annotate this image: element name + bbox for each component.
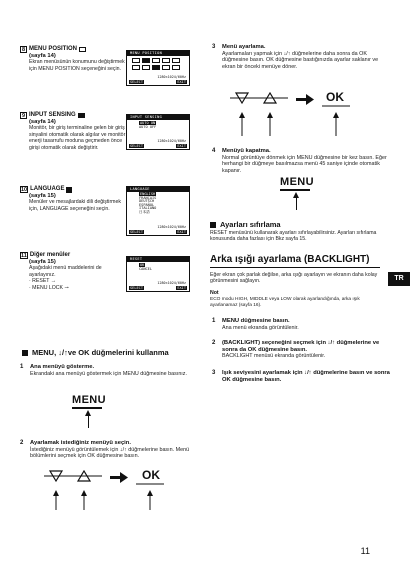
osd-exit: EXIT xyxy=(177,80,186,84)
backlight-step-3: 3 Işık seviyesini ayarlamak için ↓/↑ düğmelerine basın ve sonra OK düğmesine basın. xyxy=(212,370,390,383)
osd-option: CANCEL xyxy=(139,267,152,271)
entry-page-ref: (sayfa 15) xyxy=(29,259,56,265)
entry-number: 9 xyxy=(21,113,26,119)
osd-language xyxy=(126,186,190,236)
ok-button-label: OK xyxy=(326,90,344,104)
left-step-2: 2 Ayarlamak istediğiniz menüyü seçin. İstediğiniz menüyü görüntülemek için ↓/↑ düğmelerine basın. Menü bölümlerini seçmek için OK düğmesine basın. xyxy=(20,440,190,460)
input-icon xyxy=(78,113,85,118)
note-label: Not xyxy=(210,290,219,296)
osd-option: DEUTSCH xyxy=(139,199,155,204)
osd-title: INPUT SENSING xyxy=(127,115,189,120)
entry-other-menus xyxy=(20,252,128,291)
osd-resolution: 1280×1024/60Hz xyxy=(157,75,186,79)
position-grid xyxy=(132,58,180,70)
reset-text: RESET menüsünü kullanarak ayarları sıfırlayabilirsiniz. Ayarları sıfırlama konusunda daha fazlası için Bkz sayfa 15. xyxy=(210,230,377,243)
section-heading: MENU, ↓/↑ve OK düğmelerini kullanma xyxy=(22,348,169,357)
note-text: ECO modu HIGH, MIDDLE veya LOW olarak ayarlandığında, arka ışık ayarlanamaz (sayfa 16). xyxy=(210,297,360,308)
entry-title: LANGUAGE xyxy=(30,186,65,192)
osd-resolution: 1280×1024/60Hz xyxy=(157,281,186,285)
entry-language xyxy=(20,186,128,212)
osd-menu-position xyxy=(126,50,190,86)
menu-button-figure: MENU xyxy=(72,394,106,409)
osd-reset xyxy=(126,256,190,292)
adjust-sequence-figure xyxy=(226,92,376,140)
osd-title: MENU POSITION xyxy=(127,51,189,56)
osd-select: SELECT xyxy=(130,286,143,290)
entry-description: Ekran menüsünün konumunu değiştirmek için MENU POSITION seçeneğini seçin. xyxy=(29,59,125,72)
osd-option: AUTO OFF xyxy=(139,125,157,129)
heading-rule xyxy=(210,267,380,268)
ok-button-label: OK xyxy=(142,468,160,482)
backlight-step-2: 2 (BACKLIGHT) seçeneğini seçmek için ↓/↑ düğmelerine ve sonra da OK düğmesine basın. BACKLIGHT menüsü ekranda görüntülenir. xyxy=(212,340,380,360)
page-number: 11 xyxy=(360,546,370,556)
backlight-heading: Arka ışığı ayarlama (BACKLIGHT) xyxy=(210,254,370,265)
osd-option: FRANÇAIS xyxy=(139,195,157,200)
entry-title: INPUT SENSING xyxy=(29,112,76,118)
osd-exit: EXIT xyxy=(177,230,186,234)
osd-exit: EXIT xyxy=(177,144,186,148)
osd-exit: EXIT xyxy=(177,286,186,290)
osd-select: SELECT xyxy=(130,144,143,148)
backlight-intro: Eğer ekran çok parlak değilse, arka ışığı ayarlayın ve ekranın daha kolay görünmesini sağlayın. xyxy=(210,272,378,285)
key-icon: ⊸ xyxy=(64,284,69,291)
entry-title: Diğer menüler xyxy=(29,252,71,258)
entry-number: 11 xyxy=(21,253,27,259)
bullet-item: · MENU LOCK ⊸ xyxy=(29,284,69,291)
language-icon xyxy=(66,187,72,193)
osd-title: RESET xyxy=(127,257,189,262)
osd-option: ENGLISH xyxy=(140,192,156,196)
osd-select: SELECT xyxy=(130,230,143,234)
language-badge: TR xyxy=(388,272,410,286)
right-step-4: 4 Menüyü kapatma. Normal görüntüye dönmek için MENU düğmesine bir kez basın. Eğer herhangi bir düğmeye basılmazsa menü 45 saniye içinde otomatik kapanır. xyxy=(212,148,387,174)
osd-select: SELECT xyxy=(130,80,143,84)
press-arrow-icon xyxy=(81,490,87,496)
left-step-1: 1 Ana menüyü gösterme. Ekrandaki ana menüyü göstermek için MENU düğmesine basınız. xyxy=(20,364,188,377)
osd-option: ESPAÑOL xyxy=(139,202,155,207)
entry-description: Aşağıdaki menü maddelerini de ayarlayınız. xyxy=(29,265,102,278)
entry-description: Monitör, bir giriş terminaline gelen bir giriş sinyalini otomatik olarak algılar ve monitör enerji tasarrufu moduna geçmeden önce girişi otomatik olarak değiştirir. xyxy=(29,125,126,151)
position-icon xyxy=(79,47,86,52)
entry-description: Menüler ve mesajlardaki dili değiştirmek için, LANGUAGE seçeneğini seçin. xyxy=(29,199,121,212)
button-sequence-figure xyxy=(40,470,190,518)
menu-button-figure: MENU xyxy=(280,176,314,191)
entry-title: MENU POSITION xyxy=(29,46,78,52)
entry-number: 8 xyxy=(21,47,26,53)
osd-option: OK xyxy=(140,263,145,267)
right-step-3: 3 Menü ayarlama. Ayarlamaları yapmak için ↓/↑ düğmelerine daha sonra da OK düğmesine basın. OK düğmesine bastığınızda ayarlar saklanır ve ekran bir önceki menüye döner. xyxy=(212,44,379,70)
entry-menu-position xyxy=(20,46,128,72)
osd-resolution: 1280×1024/60Hz xyxy=(157,139,186,143)
entry-page-ref: (sayfa 14) xyxy=(29,119,56,125)
entry-number: 10 xyxy=(21,187,28,193)
reset-heading: Ayarları sıfırlama xyxy=(210,220,281,229)
entry-input-sensing xyxy=(20,112,128,151)
press-arrow-icon xyxy=(147,490,153,496)
press-arrow-icon xyxy=(53,490,59,496)
bullet-square xyxy=(210,222,216,228)
arrow-stem xyxy=(296,198,297,210)
osd-option: AUTO ON xyxy=(140,121,156,125)
backlight-step-1: 1 MENU düğmesine basın. Ana menü ekranda görüntülenir. xyxy=(212,318,299,331)
entry-page-ref: (sayfa 14) xyxy=(29,53,56,59)
osd-resolution: 1280×1024/60Hz xyxy=(157,225,186,229)
osd-title: LANGUAGE xyxy=(127,187,189,192)
next-arrow-icon xyxy=(110,476,120,479)
entry-page-ref: (sayfa 15) xyxy=(29,193,56,199)
osd-input-sensing xyxy=(126,114,190,150)
osd-option: ITALIANO xyxy=(139,206,157,211)
osd-option: 日本語 xyxy=(139,209,150,214)
arrow-stem xyxy=(88,416,89,428)
bullet-square xyxy=(22,350,28,356)
bullet-item: · RESET → xyxy=(29,278,56,285)
